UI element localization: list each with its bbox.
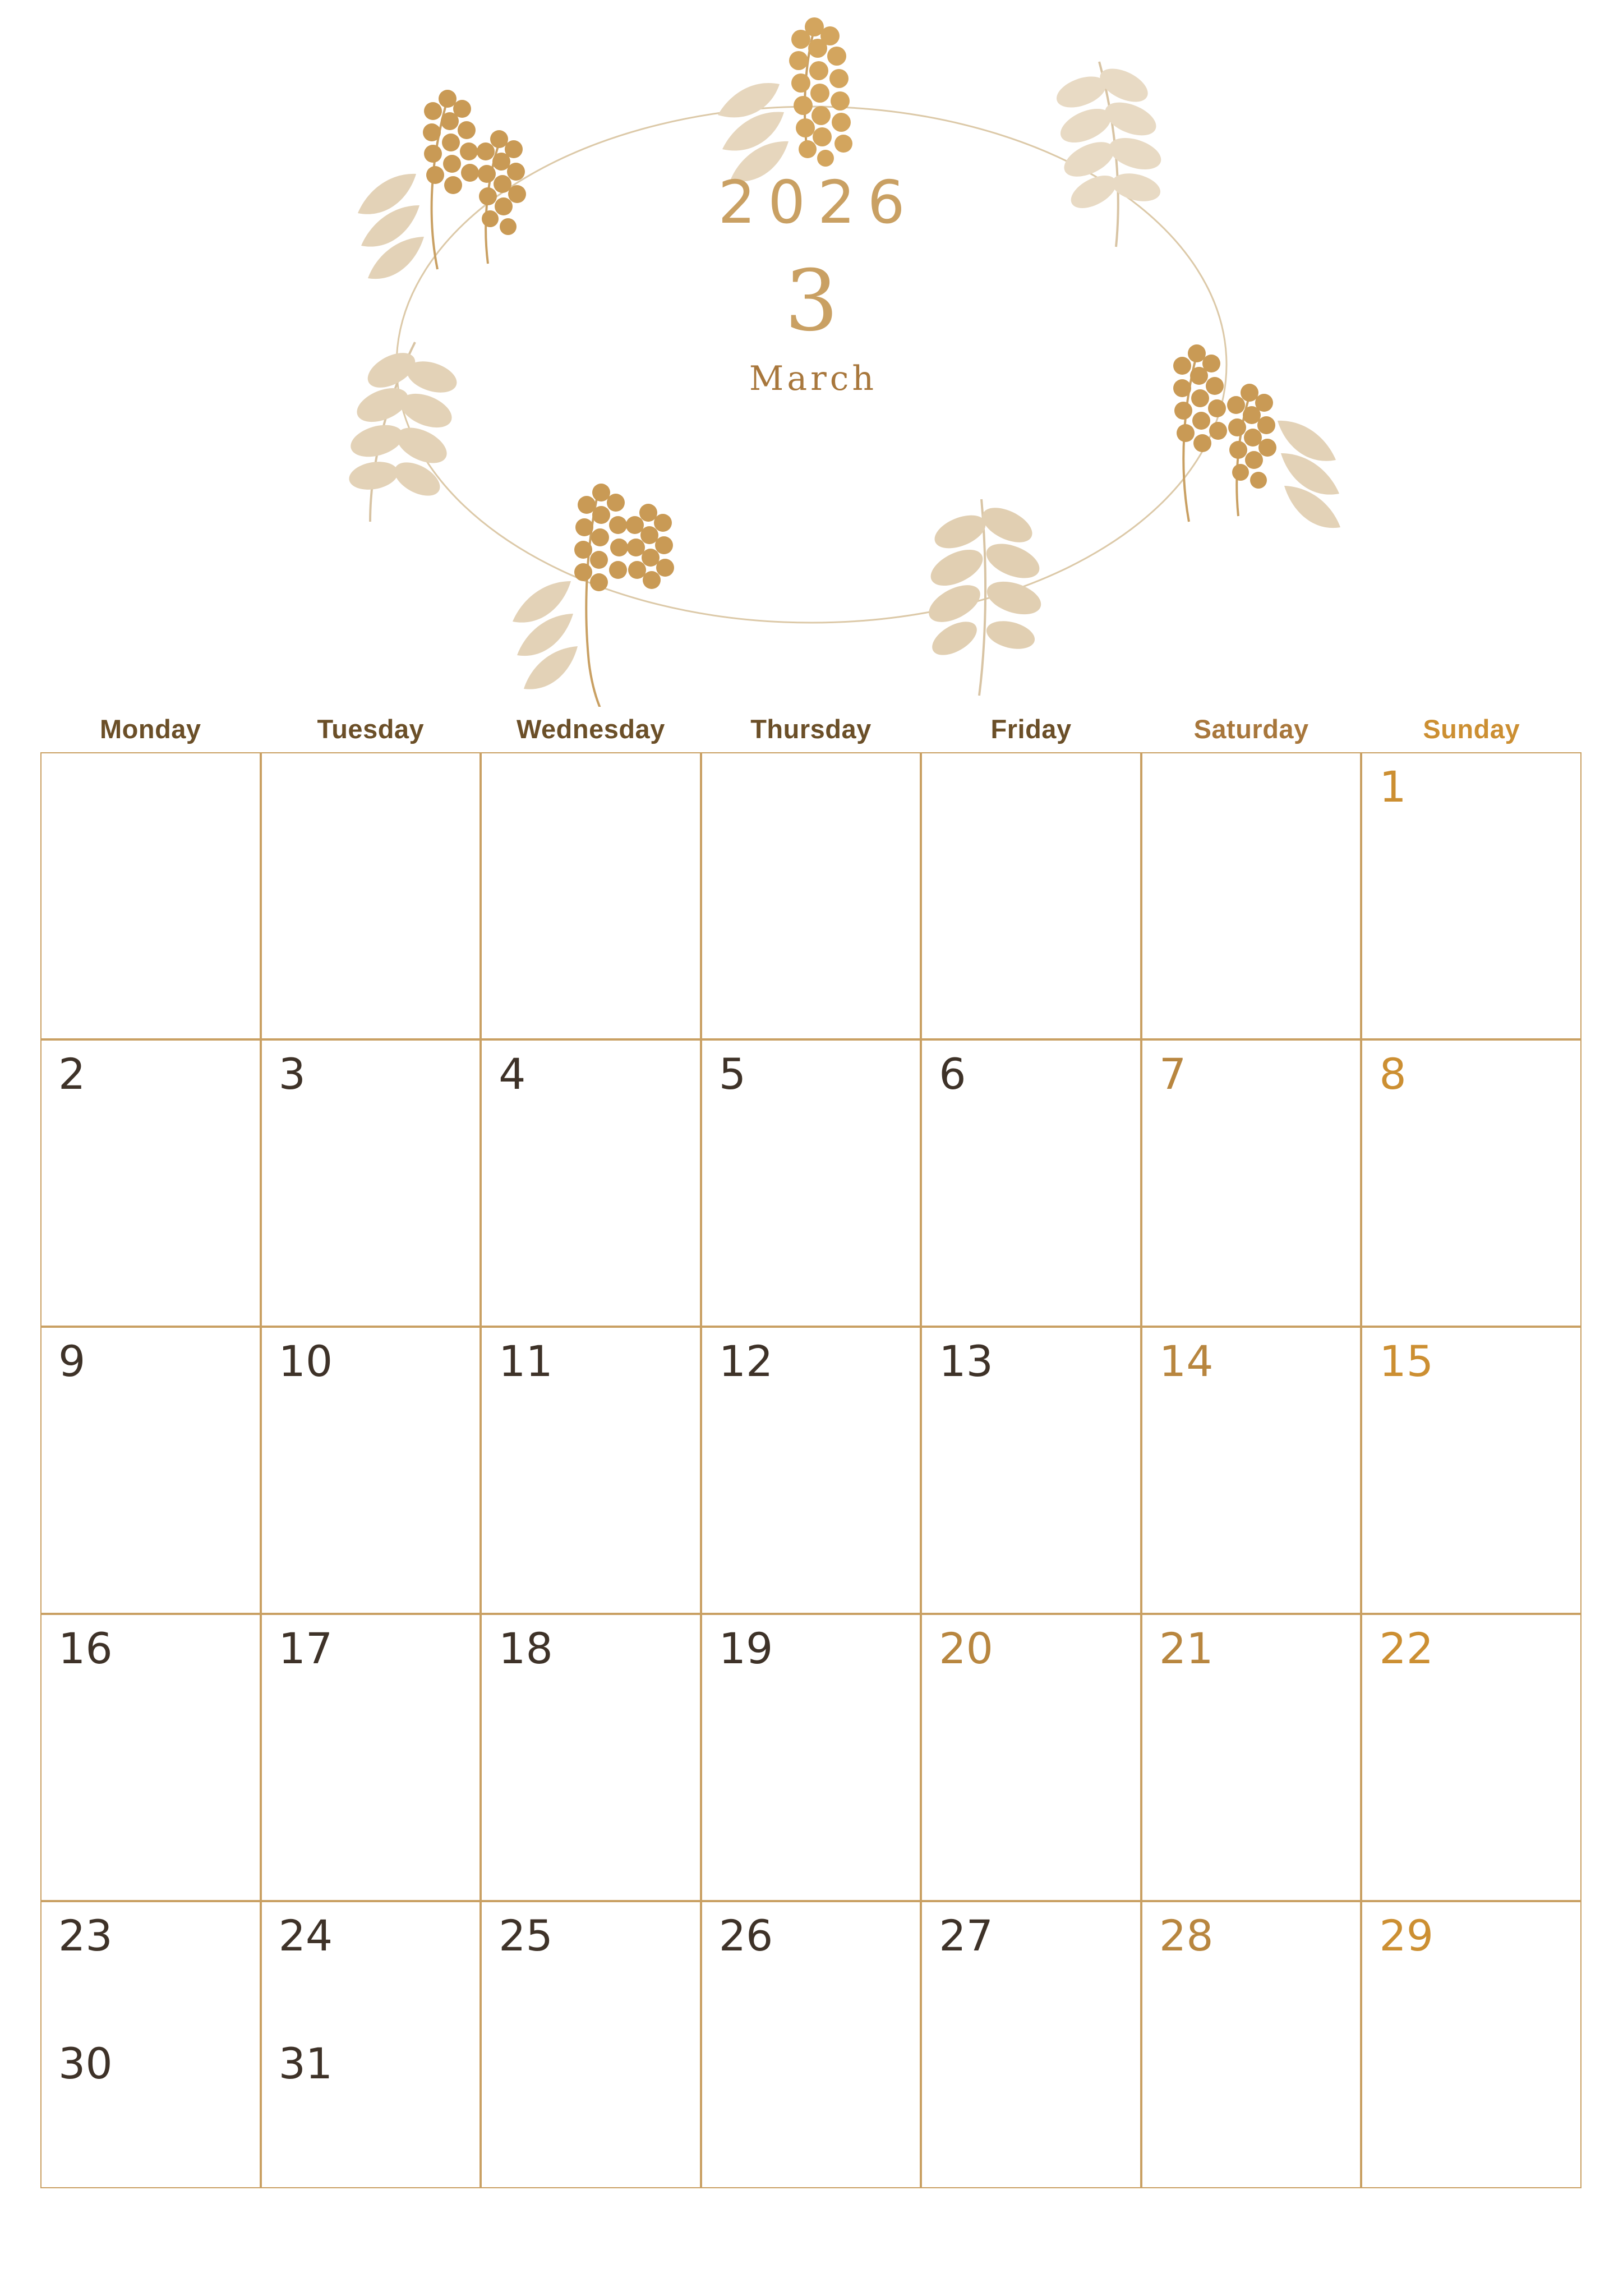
- day-number: 28: [1159, 1911, 1214, 1961]
- day-number: 21: [1159, 1623, 1214, 1673]
- fern-leaf-left: [347, 342, 461, 522]
- mimosa-sprig-upper-left: [358, 90, 526, 279]
- floral-wreath-decoration: [0, 0, 1623, 707]
- day-number: 5: [718, 1049, 746, 1099]
- weekday-header-saturday: Saturday: [1193, 714, 1309, 744]
- day-cell[interactable]: [261, 1039, 481, 1327]
- day-cell[interactable]: [1141, 1327, 1362, 1614]
- day-number: 13: [939, 1336, 993, 1386]
- day-number: 1: [1379, 762, 1407, 812]
- day-cell[interactable]: [481, 1901, 701, 2188]
- day-number-secondary: 30: [58, 2039, 113, 2088]
- day-number: 27: [939, 1911, 993, 1961]
- day-number: 12: [718, 1336, 773, 1386]
- weekday-header-tuesday: Tuesday: [317, 714, 425, 744]
- mimosa-sprig-right: [1173, 344, 1340, 528]
- day-cell[interactable]: [921, 752, 1141, 1039]
- day-cell[interactable]: [921, 1901, 1141, 2188]
- weekday-header-wednesday: Wednesday: [517, 714, 665, 744]
- day-number: 4: [499, 1049, 526, 1099]
- day-cell[interactable]: [1141, 1901, 1362, 2188]
- day-cell[interactable]: [921, 1327, 1141, 1614]
- day-cell[interactable]: [921, 1614, 1141, 1901]
- day-cell[interactable]: [481, 1327, 701, 1614]
- day-number: 2: [58, 1049, 86, 1099]
- calendar-header: [0, 0, 1623, 707]
- day-number: 16: [58, 1623, 113, 1673]
- day-number: 20: [939, 1623, 993, 1673]
- day-cell[interactable]: [261, 1901, 481, 2188]
- weekday-header-monday: Monday: [100, 714, 201, 744]
- day-cell[interactable]: [40, 1039, 261, 1327]
- day-number-secondary: 31: [278, 2039, 333, 2088]
- day-cell[interactable]: [921, 1039, 1141, 1327]
- day-number: 9: [58, 1336, 86, 1386]
- day-cell[interactable]: [1141, 1039, 1362, 1327]
- day-cell[interactable]: [40, 1614, 261, 1901]
- day-cell[interactable]: [40, 1327, 261, 1614]
- day-cell[interactable]: [40, 1901, 261, 2188]
- day-number: 17: [278, 1623, 333, 1673]
- fern-leaf-bottom-right: [923, 499, 1045, 696]
- day-number: 14: [1159, 1336, 1214, 1386]
- year-label: 2026: [718, 168, 917, 237]
- day-number: 7: [1159, 1049, 1187, 1099]
- day-number: 6: [939, 1049, 966, 1099]
- weekday-header-friday: Friday: [990, 714, 1072, 744]
- day-cell[interactable]: [481, 1614, 701, 1901]
- day-cell[interactable]: [1361, 1039, 1581, 1327]
- day-cell[interactable]: [701, 1614, 921, 1901]
- day-number: 29: [1379, 1911, 1434, 1961]
- weekday-header-sunday: Sunday: [1423, 714, 1520, 744]
- day-cell[interactable]: [1141, 1614, 1362, 1901]
- mimosa-sprig-bottom-left: [513, 484, 674, 707]
- day-cell[interactable]: [1361, 1327, 1581, 1614]
- day-number: 15: [1379, 1336, 1434, 1386]
- fern-leaf-upper-right: [1053, 62, 1165, 247]
- day-number: 18: [499, 1623, 553, 1673]
- day-number: 26: [718, 1911, 773, 1961]
- calendar-grid: [40, 714, 1581, 2188]
- day-number: 11: [499, 1336, 553, 1386]
- day-cell[interactable]: [481, 752, 701, 1039]
- day-number: 8: [1379, 1049, 1407, 1099]
- calendar-weeks: [40, 752, 1581, 2188]
- day-cell[interactable]: [1141, 752, 1362, 1039]
- day-number: 25: [499, 1911, 553, 1961]
- day-cell[interactable]: [701, 1327, 921, 1614]
- month-name-label: March: [749, 359, 878, 398]
- day-cell[interactable]: [261, 752, 481, 1039]
- day-cell[interactable]: [701, 752, 921, 1039]
- day-number: 19: [718, 1623, 773, 1673]
- day-cell[interactable]: [261, 1327, 481, 1614]
- day-number: 23: [58, 1911, 113, 1961]
- day-cell[interactable]: [701, 1039, 921, 1327]
- day-number: 22: [1379, 1623, 1434, 1673]
- mimosa-sprig-top: [718, 17, 852, 182]
- day-cell[interactable]: [40, 752, 261, 1039]
- day-number: 3: [278, 1049, 306, 1099]
- weekday-header-row: [40, 714, 1581, 744]
- day-cell[interactable]: [1361, 752, 1581, 1039]
- day-cell[interactable]: [261, 1614, 481, 1901]
- month-number-label: 3: [785, 252, 838, 350]
- day-cell[interactable]: [1361, 1901, 1581, 2188]
- day-number: 10: [278, 1336, 333, 1386]
- day-number: 24: [278, 1911, 333, 1961]
- day-cell[interactable]: [481, 1039, 701, 1327]
- day-cell[interactable]: [701, 1901, 921, 2188]
- day-cell[interactable]: [1361, 1614, 1581, 1901]
- weekday-header-thursday: Thursday: [750, 714, 872, 744]
